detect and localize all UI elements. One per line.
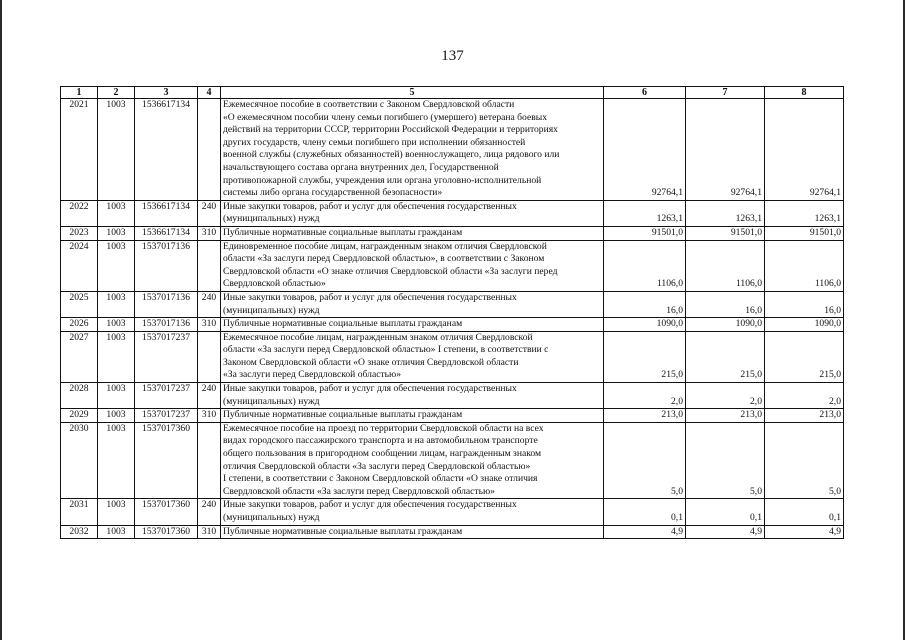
amount-col-6-cell: 1106,0 [604, 240, 686, 291]
expense-type-cell: 310 [198, 525, 221, 539]
row-index-cell: 2024 [61, 240, 98, 291]
section-code-cell: 1003 [98, 331, 135, 382]
amount-col-8-cell: 91501,0 [765, 226, 844, 240]
section-code-cell: 1003 [98, 383, 135, 409]
amount-col-6-cell: 91501,0 [604, 226, 686, 240]
row-index-cell: 2029 [61, 409, 98, 423]
description-cell: Публичные нормативные социальные выплаты гражданам [221, 226, 604, 240]
header-cell-4: 4 [198, 87, 221, 99]
row-index-cell: 2023 [61, 226, 98, 240]
table-row [61, 383, 844, 409]
table-header-row [61, 87, 844, 99]
amount-col-7-cell: 5,0 [686, 422, 765, 499]
amount-col-6-cell: 215,0 [604, 331, 686, 382]
amount-col-7-cell: 4,9 [686, 525, 765, 539]
row-index-cell: 2025 [61, 291, 98, 317]
header-cell-6: 6 [604, 87, 686, 99]
row-index-cell: 2021 [61, 99, 98, 201]
description-cell: Ежемесячное пособие в соответствии с Законом Свердловской области «О ежемесячном пособии члену семьи погибшего (умершего) ветерана боевых действий на территории СССР, территории Российской Федерации и территориях других государств, члену семьи погибшего при исполнении обязанностей военной службы (служебных обязанностей) военнослужащего, лица рядового или начальствующего состава органа внутренних дел, Государственной противопожарной службы, учреждения или органа уголовно-исполнительной системы либо органа государственной безопасности» [221, 99, 604, 201]
description-cell: Единовременное пособие лицам, награжденным знаком отличия Свердловской области «За заслуги перед Свердловской областью», в соответствии с Законом Свердловской области «О знаке отличия Свердловской области «За заслуги перед Свердловской областью» [221, 240, 604, 291]
row-index-cell: 2022 [61, 200, 98, 226]
table-row [61, 318, 844, 332]
target-code-cell: 1537017360 [135, 525, 198, 539]
row-index-cell: 2027 [61, 331, 98, 382]
amount-col-6-cell: 5,0 [604, 422, 686, 499]
table-row [61, 226, 844, 240]
section-code-cell: 1003 [98, 422, 135, 499]
table-row [61, 291, 844, 317]
expense-type-cell [198, 422, 221, 499]
amount-col-7-cell: 92764,1 [686, 99, 765, 201]
section-code-cell: 1003 [98, 240, 135, 291]
row-index-cell: 2026 [61, 318, 98, 332]
amount-col-6-cell: 0,1 [604, 499, 686, 525]
header-cell-8: 8 [765, 87, 844, 99]
description-cell: Ежемесячное пособие лицам, награжденным знаком отличия Свердловской области «За заслуги перед Свердловской областью» I степени, в соответствии с Законом Свердловской области «О знаке отличия Свердловской области «За заслуги перед Свердловской областью» [221, 331, 604, 382]
budget-table [60, 86, 844, 539]
amount-col-8-cell: 1090,0 [765, 318, 844, 332]
expense-type-cell: 310 [198, 409, 221, 423]
table-row [61, 525, 844, 539]
row-index-cell: 2028 [61, 383, 98, 409]
description-cell: Иные закупки товаров, работ и услуг для обеспечения государственных (муниципальных) нужд [221, 291, 604, 317]
section-code-cell: 1003 [98, 525, 135, 539]
header-cell-5: 5 [221, 87, 604, 99]
expense-type-cell: 310 [198, 226, 221, 240]
expense-type-cell: 240 [198, 499, 221, 525]
target-code-cell: 1537017360 [135, 422, 198, 499]
amount-col-6-cell: 1263,1 [604, 200, 686, 226]
section-code-cell: 1003 [98, 409, 135, 423]
section-code-cell: 1003 [98, 291, 135, 317]
target-code-cell: 1536617134 [135, 99, 198, 201]
amount-col-6-cell: 92764,1 [604, 99, 686, 201]
expense-type-cell: 240 [198, 200, 221, 226]
amount-col-6-cell: 4,9 [604, 525, 686, 539]
description-cell: Публичные нормативные социальные выплаты гражданам [221, 409, 604, 423]
amount-col-8-cell: 92764,1 [765, 99, 844, 201]
amount-col-7-cell: 16,0 [686, 291, 765, 317]
row-index-cell: 2030 [61, 422, 98, 499]
expense-type-cell [198, 99, 221, 201]
description-cell: Иные закупки товаров, работ и услуг для обеспечения государственных (муниципальных) нужд [221, 499, 604, 525]
scan-left-edge [0, 0, 2, 640]
header-cell-1: 1 [61, 87, 98, 99]
row-index-cell: 2031 [61, 499, 98, 525]
expense-type-cell: 240 [198, 383, 221, 409]
table-row [61, 409, 844, 423]
amount-col-7-cell: 213,0 [686, 409, 765, 423]
amount-col-7-cell: 1263,1 [686, 200, 765, 226]
table-row [61, 499, 844, 525]
section-code-cell: 1003 [98, 499, 135, 525]
section-code-cell: 1003 [98, 318, 135, 332]
description-cell: Ежемесячное пособие на проезд по территории Свердловской области на всех видах городского пассажирского транспорта и на автомобильном транспорте общего пользования в пригородном сообщении лицам, награжденным знаком отличия Свердловской области «За заслуги перед Свердловской областью» I степени, в соответствии с Законом Свердловской области «О знаке отличия Свердловской области «За заслуги перед Свердловской областью» [221, 422, 604, 499]
amount-col-8-cell: 2,0 [765, 383, 844, 409]
header-cell-2: 2 [98, 87, 135, 99]
amount-col-8-cell: 213,0 [765, 409, 844, 423]
target-code-cell: 1536617134 [135, 226, 198, 240]
section-code-cell: 1003 [98, 226, 135, 240]
description-cell: Публичные нормативные социальные выплаты гражданам [221, 525, 604, 539]
expense-type-cell: 310 [198, 318, 221, 332]
description-cell: Иные закупки товаров, работ и услуг для обеспечения государственных (муниципальных) нужд [221, 200, 604, 226]
target-code-cell: 1537017136 [135, 291, 198, 317]
target-code-cell: 1537017360 [135, 499, 198, 525]
amount-col-7-cell: 2,0 [686, 383, 765, 409]
section-code-cell: 1003 [98, 200, 135, 226]
amount-col-8-cell: 5,0 [765, 422, 844, 499]
amount-col-6-cell: 16,0 [604, 291, 686, 317]
amount-col-7-cell: 0,1 [686, 499, 765, 525]
target-code-cell: 1537017237 [135, 331, 198, 382]
table-row [61, 99, 844, 201]
amount-col-7-cell: 1106,0 [686, 240, 765, 291]
target-code-cell: 1537017237 [135, 383, 198, 409]
target-code-cell: 1537017237 [135, 409, 198, 423]
table-row [61, 200, 844, 226]
target-code-cell: 1537017136 [135, 318, 198, 332]
description-cell: Публичные нормативные социальные выплаты гражданам [221, 318, 604, 332]
target-code-cell: 1536617134 [135, 200, 198, 226]
amount-col-8-cell: 16,0 [765, 291, 844, 317]
expense-type-cell [198, 331, 221, 382]
section-code-cell: 1003 [98, 99, 135, 201]
target-code-cell: 1537017136 [135, 240, 198, 291]
header-cell-7: 7 [686, 87, 765, 99]
amount-col-6-cell: 213,0 [604, 409, 686, 423]
amount-col-7-cell: 91501,0 [686, 226, 765, 240]
amount-col-8-cell: 215,0 [765, 331, 844, 382]
row-index-cell: 2032 [61, 525, 98, 539]
amount-col-8-cell: 1106,0 [765, 240, 844, 291]
table-row [61, 422, 844, 499]
table-row [61, 240, 844, 291]
amount-col-6-cell: 2,0 [604, 383, 686, 409]
header-cell-3: 3 [135, 87, 198, 99]
amount-col-8-cell: 1263,1 [765, 200, 844, 226]
amount-col-6-cell: 1090,0 [604, 318, 686, 332]
amount-col-7-cell: 1090,0 [686, 318, 765, 332]
amount-col-8-cell: 0,1 [765, 499, 844, 525]
amount-col-8-cell: 4,9 [765, 525, 844, 539]
table-row [61, 331, 844, 382]
amount-col-7-cell: 215,0 [686, 331, 765, 382]
expense-type-cell: 240 [198, 291, 221, 317]
page-number: 137 [441, 48, 464, 64]
expense-type-cell [198, 240, 221, 291]
description-cell: Иные закупки товаров, работ и услуг для обеспечения государственных (муниципальных) нужд [221, 383, 604, 409]
